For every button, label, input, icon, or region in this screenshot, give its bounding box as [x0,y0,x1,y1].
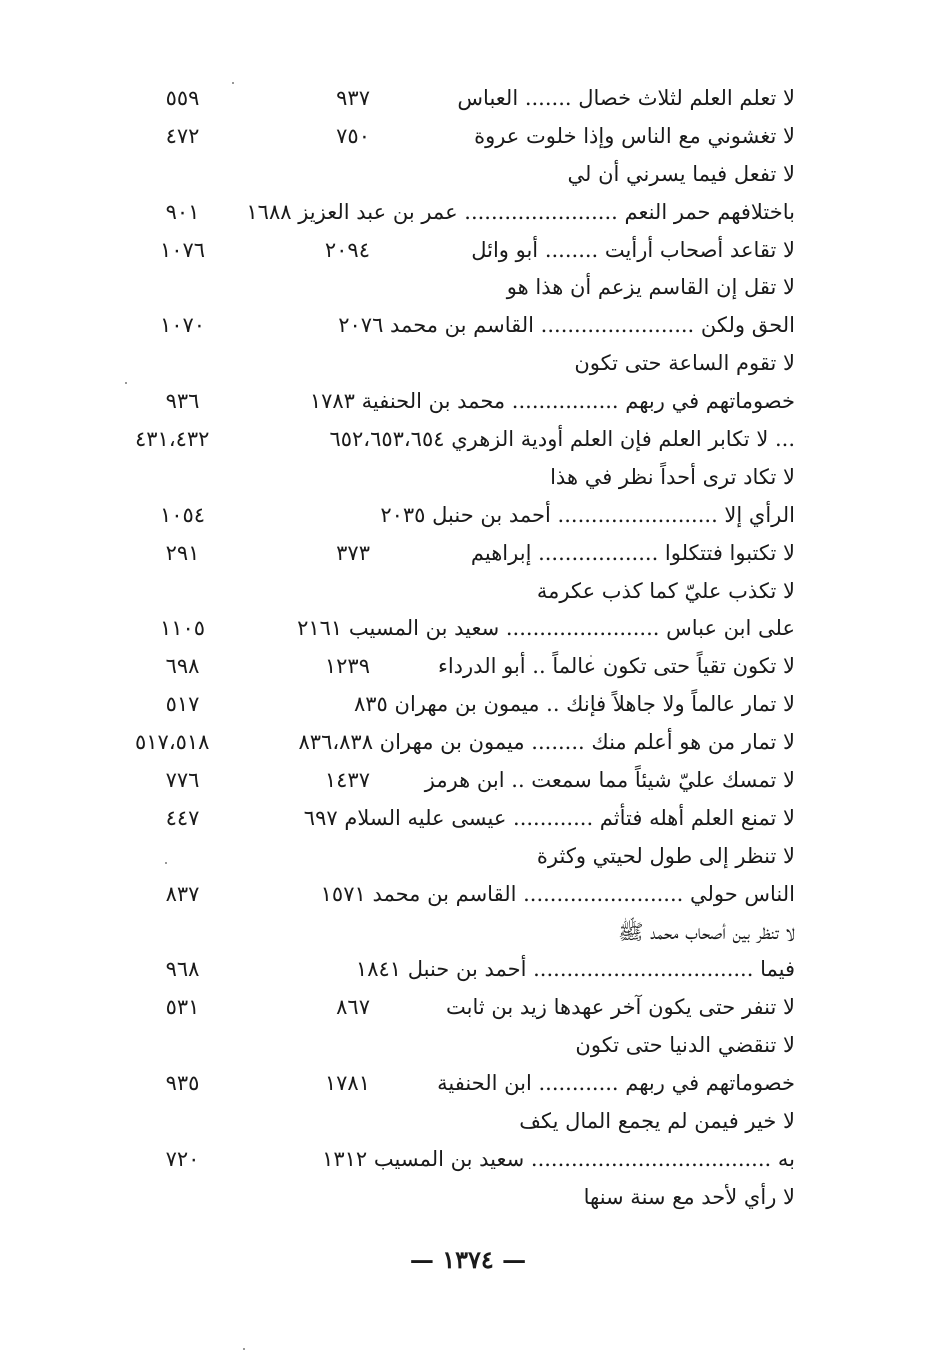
narration-number: ٣٧٣ [336,540,370,565]
entry-text: لا تنظر بين أصحاب محمد ﷺ [618,919,795,944]
page-reference: ٤٣١،٤٣٢ [135,427,210,452]
entry-text: لا تغشوني مع الناس وإذا خلوت عروة [474,123,795,148]
page-reference: ٧٢٠ [165,1146,200,1171]
page-reference: ٥٥٩ [165,86,200,110]
index-row [135,1103,795,1141]
index-row [135,1065,795,1103]
index-row [135,800,795,838]
entry-text: باختلافهم حمر النعم ....................... عمر بن عبد العزيز ١٦٨٨ [246,199,795,224]
index-row [135,156,795,194]
page-reference: ٩٦٨ [165,957,200,982]
index-row [135,951,795,989]
page-reference: ١٠٥٤ [159,502,206,527]
index-row [135,459,795,497]
entry-text: لا تمار من هو أعلم منك ........ ميمون بن مهران ٨٣٦،٨٣٨ [298,730,795,755]
entry-text: لا تكذب عليّ كما كذب عكرمة [536,578,795,603]
entry-text: على ابن عباس ....................... سعيد بن المسيب ٢١٦١ [297,616,795,641]
entry-text: لا تكاد ترى أحداً نظر في هذا [550,464,795,489]
entry-text: الرأي إلا ........................ أحمد بن حنبل ٢٠٣٥ [380,502,795,527]
narration-number: ١٤٣٧ [324,768,370,793]
index-row [135,118,795,156]
page-reference: ٧٧٦ [165,768,200,793]
page-reference: ٢٩١ [165,540,200,565]
narration-number: ٨٦٧ [336,995,370,1020]
narration-number: ٢٠٩٤ [324,237,370,262]
narration-number: ١٢٣٩ [324,654,370,679]
scan-speck [125,382,127,384]
index-row [135,1179,795,1217]
page-number: — ١٣٧٤ — [409,1245,527,1274]
index-row [135,345,795,383]
index-row [135,535,795,573]
index-row [135,269,795,307]
entry-text: لا تفعل فيما يسرني أن لي [567,161,795,186]
page-reference: ٤٧٢ [165,123,200,148]
page-reference: ١١٠٥ [159,616,206,641]
index-row [135,989,795,1027]
index-row [135,1141,795,1179]
entry-text: لا تعلم العلم لثلاث خصال ....... العباس [457,86,795,110]
entry-text: لا تقاعد أصحاب أرأيت ........ أبو وائل [471,237,795,262]
index-row [135,194,795,232]
entry-text: لا تقل إن القاسم يزعم أن هذا هو [506,275,795,300]
narration-number: ٧٥٠ [336,123,370,148]
entry-text: به .................................... سعيد بن المسيب ١٣١٢ [322,1146,795,1171]
index-table [135,80,795,1217]
page-reference: ١٠٧٠ [159,313,206,338]
entry-text: لا تقوم الساعة حتى تكون [574,351,795,376]
index-row [135,876,795,914]
index-row [135,838,795,876]
page-reference: ٨٣٧ [165,881,200,906]
entry-text: الحق ولكن ....................... القاسم بن محمد ٢٠٧٦ [338,313,795,338]
page-reference: ١٠٧٦ [159,237,206,262]
index-row [135,1027,795,1065]
index-row [135,914,795,952]
entry-text: لا تنظر إلى طول لحيتي وكثرة [536,843,795,868]
entry-text: لا تنفر حتى يكون آخر عهدها زيد بن ثابت [446,995,795,1020]
narration-number: ٩٣٧ [336,86,370,110]
page-reference: ٤٤٧ [165,805,200,830]
index-row [135,421,795,459]
page-reference: ٥١٧،٥١٨ [135,730,210,755]
entry-text: لا تكتبوا فتتكلوا .................. إبراهيم [470,540,795,565]
index-row [135,497,795,535]
entry-text: ... لا تكابر العلم فإن العلم أودية الزهري ٦٥٢،٦٥٣،٦٥٤ [329,427,795,452]
index-row [135,232,795,270]
entry-text: لا تمنع العلم أهله فتأثم ............ عيسى عليه السلام ٦٩٧ [303,805,795,830]
entry-text: لا تكون تقياً حتى تكون عالماً .. أبو الدرداء [437,654,795,679]
page-reference: ٩٣٥ [165,1071,200,1096]
entry-text: لا رأي لأحد مع سنة سنها [583,1184,795,1209]
index-row [135,610,795,648]
page-reference: ٩٣٦ [165,389,200,414]
index-row [135,307,795,345]
entry-text: خصوماتهم في ربهم ................ محمد بن الحنفية ١٧٨٣ [309,389,795,414]
entry-text: لا خير فيمن لم يجمع المال يكف [519,1109,795,1134]
page-reference: ٥٣١ [165,995,200,1020]
index-row [135,383,795,421]
entry-text: لا تمار عالماً ولا جاهلاً فإنك .. ميمون بن مهران ٨٣٥ [354,692,795,717]
page-reference: ٩٠١ [165,199,200,224]
index-row [135,648,795,686]
scan-speck [243,1348,245,1350]
index-row [135,724,795,762]
entry-text: الناس حولي ........................ القاسم بن محمد ١٥٧١ [320,881,795,906]
index-row [135,80,795,118]
page-reference: ٦٩٨ [165,654,200,679]
index-row [135,573,795,611]
entry-text: فيما ................................. أحمد بن حنبل ١٨٤١ [355,957,795,982]
narration-number: ١٧٨١ [324,1071,370,1096]
index-row [135,762,795,800]
entry-text: لا تمسك عليّ شيئاً مما سمعت .. ابن هرمز [424,768,795,793]
index-row [135,686,795,724]
entry-text: لا تنقضي الدنيا حتى تكون [575,1033,795,1058]
entry-text: خصوماتهم في ربهم ............ ابن الحنفية [437,1071,795,1096]
page-reference: ٥١٧ [165,692,200,717]
